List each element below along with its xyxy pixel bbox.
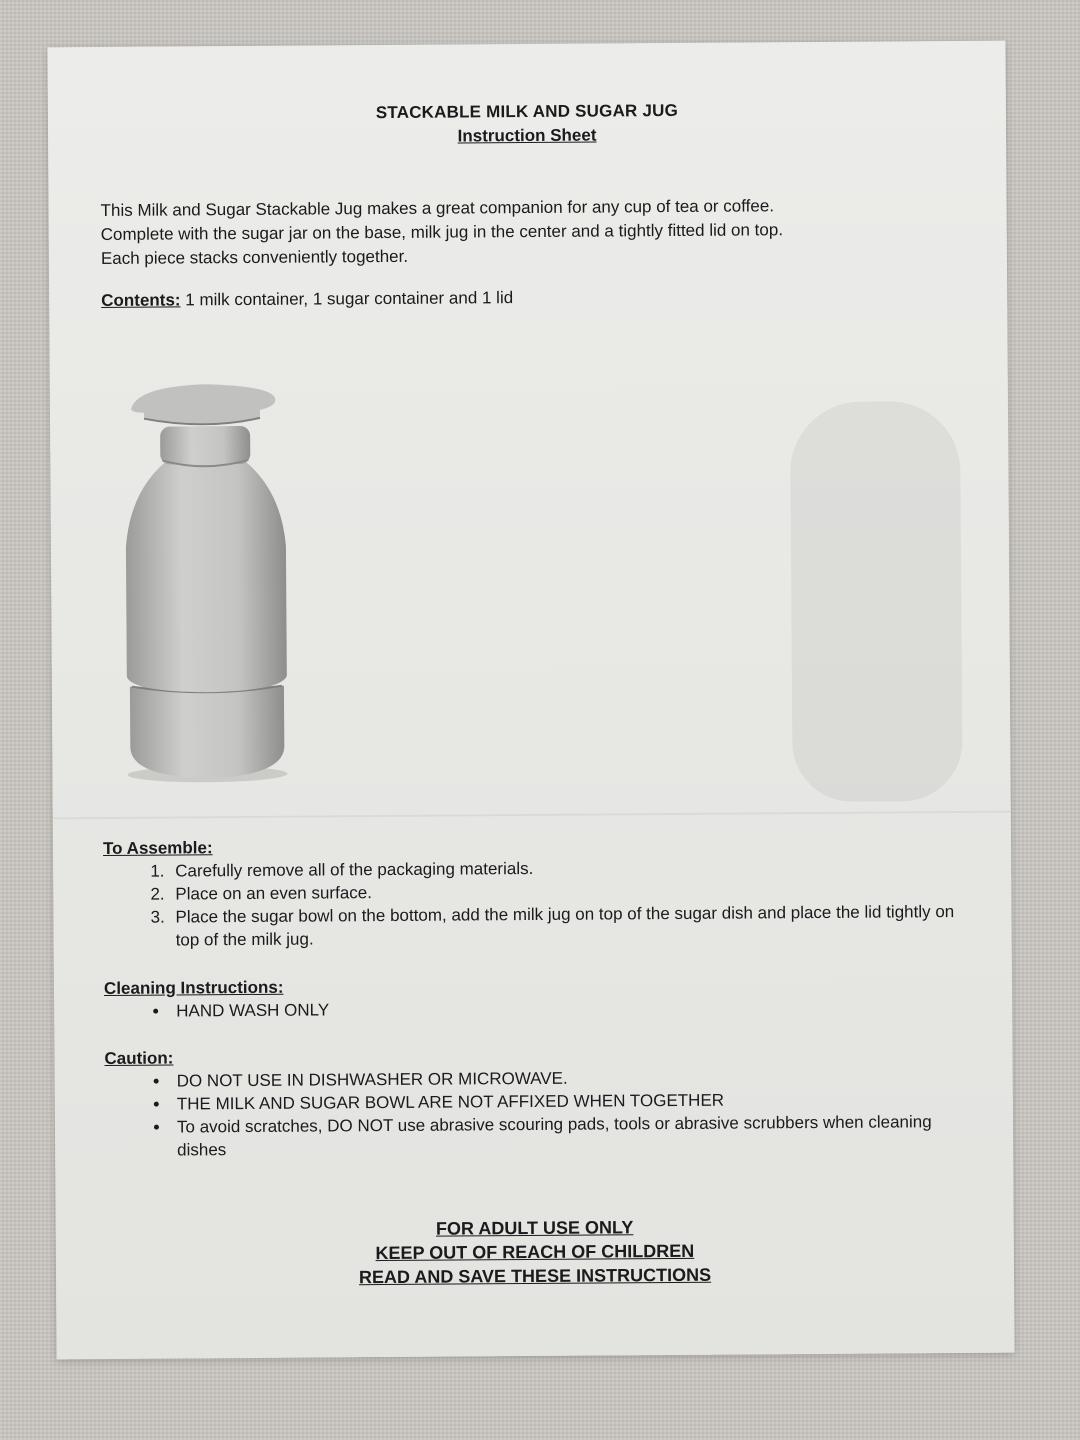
paper-fold xyxy=(53,811,1011,820)
contents-label: Contents: xyxy=(101,290,181,310)
footer-line: READ AND SAVE THESE INSTRUCTIONS xyxy=(358,1264,712,1288)
cleaning-heading: Cleaning Instructions: xyxy=(103,977,284,998)
list-item: 1. Carefully remove all of the packaging materials. xyxy=(169,854,973,883)
caution-list xyxy=(105,1064,966,1162)
sheet-header xyxy=(48,99,1006,150)
list-item: 2. Place on an even surface. xyxy=(169,877,973,906)
contents-line xyxy=(101,288,513,311)
intro-line: Complete with the sugar jar on the base, milk jug in the center and a tightly fitted lid on top. xyxy=(100,220,784,244)
contents-text: 1 milk container, 1 sugar container and 1 lid xyxy=(180,288,514,310)
list-item: • DO NOT USE IN DISHWASHER OR MICROWAVE. xyxy=(171,1064,965,1093)
assemble-heading: To Assemble: xyxy=(102,838,213,858)
list-item: • To avoid scratches, DO NOT use abrasive scouring pads, tools or abrasive scrubbers when cleaning dishes xyxy=(171,1110,965,1162)
assemble-section xyxy=(103,831,974,952)
intro-line: This Milk and Sugar Stackable Jug makes a great companion for any cup of tea or coffee. xyxy=(100,196,775,220)
list-item: • HAND WASH ONLY xyxy=(170,998,329,1022)
intro-paragraph xyxy=(100,193,960,271)
page-subtitle: Instruction Sheet xyxy=(457,125,597,146)
caution-heading: Caution: xyxy=(104,1048,174,1068)
footer-warnings xyxy=(56,1213,1014,1292)
list-item: • THE MILK AND SUGAR BOWL ARE NOT AFFIXED WHEN TOGETHER xyxy=(171,1087,965,1116)
jug-photo xyxy=(110,376,303,787)
cleaning-section xyxy=(104,975,329,1023)
caution-section xyxy=(104,1041,965,1162)
intro-line: Each piece stacks conveniently together. xyxy=(100,246,409,268)
page-title: STACKABLE MILK AND SUGAR JUG xyxy=(375,100,679,123)
instruction-sheet xyxy=(47,41,1014,1360)
cleaning-list xyxy=(104,998,329,1023)
footer-line: FOR ADULT USE ONLY xyxy=(435,1217,634,1239)
show-through-image xyxy=(790,401,963,802)
list-item: 3. Place the sugar bowl on the bottom, add the milk jug on top of the sugar dish and place the lid tightly on top of the milk jug. xyxy=(169,900,973,952)
assemble-steps xyxy=(103,854,974,952)
footer-line: KEEP OUT OF REACH OF CHILDREN xyxy=(375,1240,695,1264)
